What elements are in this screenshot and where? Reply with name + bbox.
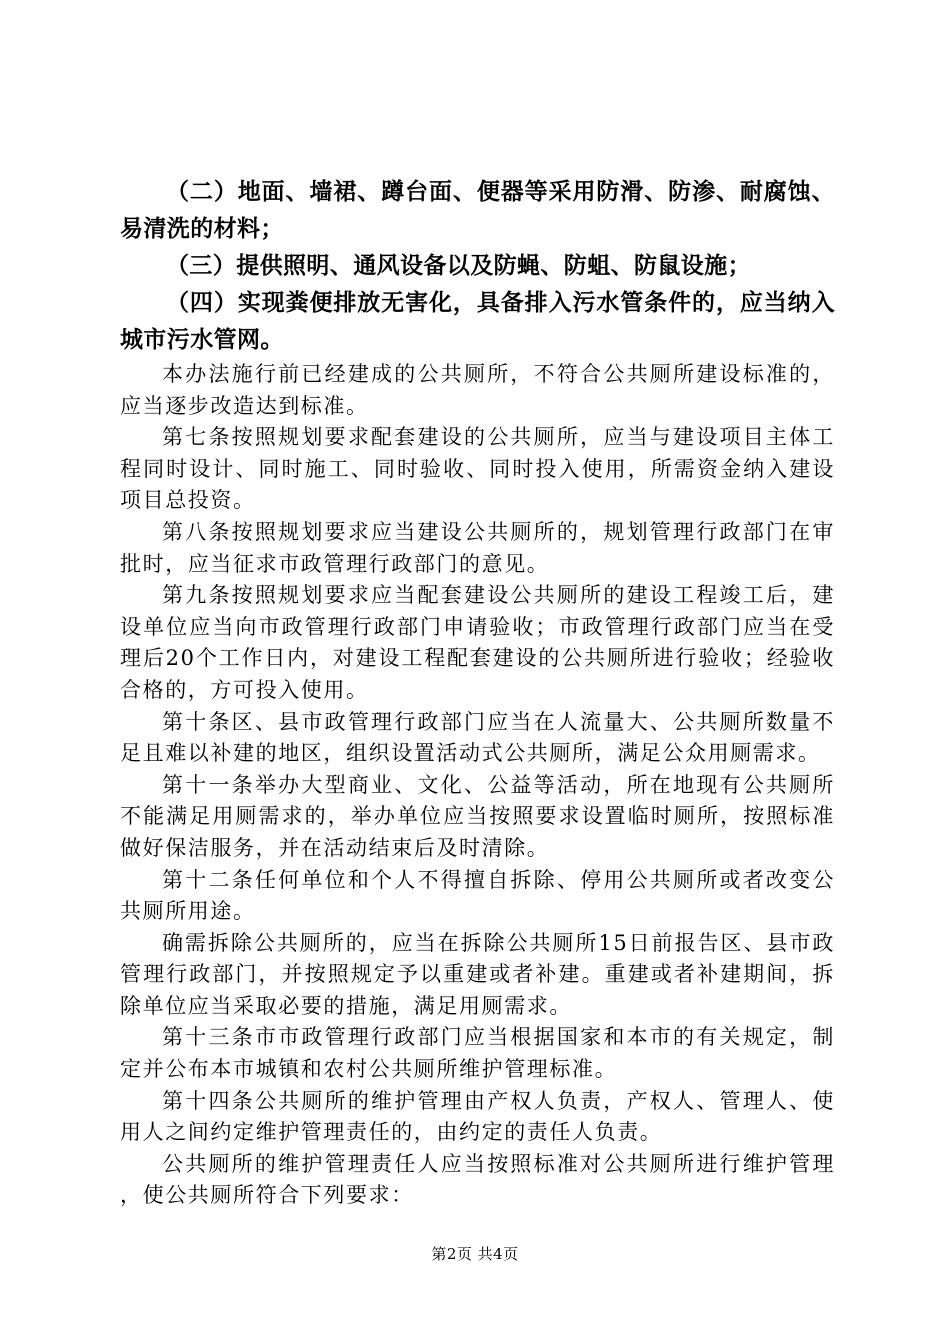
document-body bbox=[120, 174, 835, 1212]
paragraph-article-9: 第九条按照规划要求应当配套建设公共厕所的建设工程竣工后，建设单位应当向市政管理行政部门申请验收；市政管理行政部门应当在受理后20个工作日内，对建设工程配套建设的公共厕所进行验收；经验收合格的，方可投入使用。 bbox=[120, 583, 835, 702]
paragraph-demolition: 确需拆除公共厕所的，应当在拆除公共厕所15日前报告区、县市政管理行政部门，并按照规定予以重建或者补建。重建或者补建期间，拆除单位应当采取必要的措施，满足用厕需求。 bbox=[120, 930, 835, 1018]
paragraph-maintenance: 公共厕所的维护管理责任人应当按照标准对公共厕所进行维护管理，使公共厕所符合下列要求： bbox=[120, 1151, 835, 1208]
paragraph-article-13: 第十三条市市政管理行政部门应当根据国家和本市的有关规定，制定并公布本市城镇和农村公共厕所维护管理标准。 bbox=[120, 1025, 835, 1082]
paragraph-article-12: 第十二条任何单位和个人不得擅自拆除、停用公共厕所或者改变公共厕所用途。 bbox=[120, 867, 835, 924]
page-footer: 第2页 共4页 bbox=[431, 1245, 519, 1263]
paragraph-article-10: 第十条区、县市政管理行政部门应当在人流量大、公共厕所数量不足且难以补建的地区，组织设置活动式公共厕所，满足公众用厕需求。 bbox=[120, 709, 835, 766]
paragraph-article-14: 第十四条公共厕所的维护管理由产权人负责，产权人、管理人、使用人之间约定维护管理责任的，由约定的责任人负责。 bbox=[120, 1088, 835, 1145]
paragraph-item-2: （二）地面、墙裙、蹲台面、便器等采用防滑、防渗、耐腐蚀、易清洗的材料； bbox=[120, 179, 835, 242]
paragraph-article-11: 第十一条举办大型商业、文化、公益等活动，所在地现有公共厕所不能满足用厕需求的，举办单位应当按照要求设置临时厕所，按照标准做好保洁服务，并在活动结束后及时清除。 bbox=[120, 772, 835, 860]
paragraph-item-4: （四）实现粪便排放无害化，具备排入污水管条件的，应当纳入城市污水管网。 bbox=[120, 290, 835, 353]
paragraph-item-3: （三）提供照明、通风设备以及防蝇、防蛆、防鼠设施； bbox=[166, 253, 751, 279]
paragraph-article-8: 第八条按照规划要求应当建设公共厕所的，规划管理行政部门在审批时，应当征求市政管理行政部门的意见。 bbox=[120, 519, 835, 576]
paragraph-existing-toilets: 本办法施行前已经建成的公共厕所，不符合公共厕所建设标准的，应当逐步改造达到标准。 bbox=[120, 362, 835, 418]
paragraph-article-7: 第七条按照规划要求配套建设的公共厕所，应当与建设项目主体工程同时设计、同时施工、同时验收、同时投入使用，所需资金纳入建设项目总投资。 bbox=[120, 425, 835, 513]
